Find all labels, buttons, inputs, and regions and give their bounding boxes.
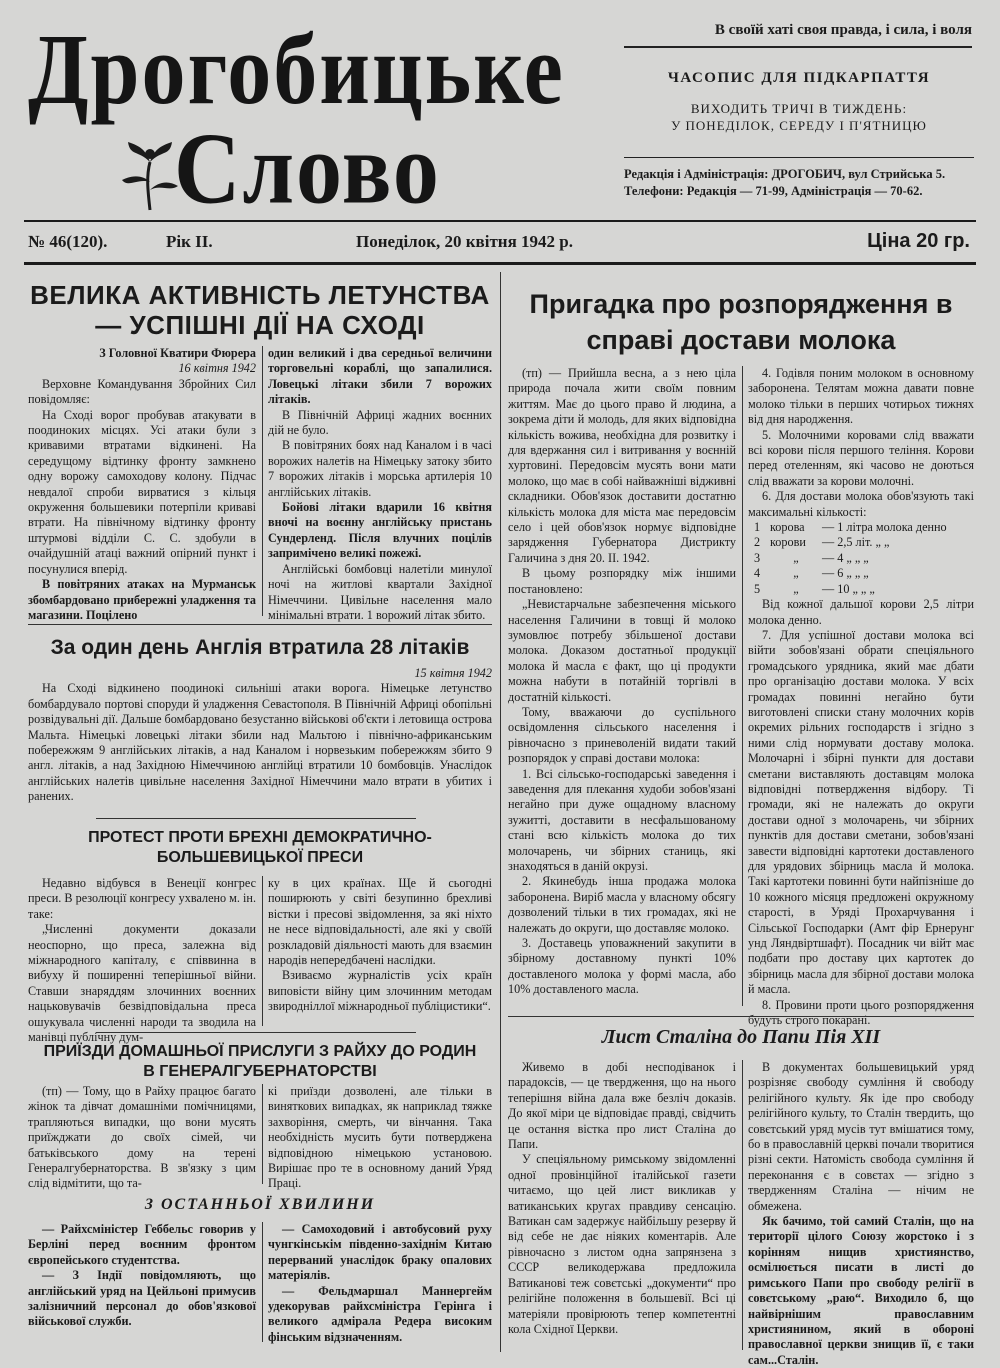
article6-headline: Пригадка про розпорядження в справі достави молока xyxy=(529,289,953,355)
article4-para: кі приїзди дозволені, але тільки в виняткових випадках, як наприклад тяжке захворіння, смерть, чи вінчання. Така необхідність мусить бути потверджена відповідною німецькою установою. Вирішає про те в основному даний Уряд Праці. xyxy=(268,1084,492,1191)
editorial-address: Редакція і Адміністрація: ДРОГОБИЧ, вул Стрийська 5. xyxy=(624,167,946,181)
article6-para: В цьому розпорядку між іншими постановлено: xyxy=(508,566,736,596)
article3-para: Взиваємо журналістів усіх країн виповісти війну цим злочинним методам звиродніллої міжнародньої публіцистики“. xyxy=(268,968,492,1014)
article6-left-column xyxy=(508,366,736,998)
article1-para: В Північній Африці жадних воєнних дій не було. xyxy=(268,407,492,438)
article6-divider xyxy=(742,366,743,1006)
article1-para: На Сході ворог пробував атакувати в поодиноких місцях. Усі атаки були з кривавими втратами відкинені. На середущому відтинку фронту замкнено одну ворожу самоходову колону. Підчас невдалої спроби вирватися з кільця окруження большевики потерпіли криваві втрати. На північному відтинку фронту штурмові відділи С. С. здобули в очайдушній атаці важний опірний пункт і посунулися вперід. xyxy=(28,407,256,576)
article6-para: 4. Годівля поним молоком в основному заборонена. Телятам можна давати повне молоко тільки в перших чотирьох тижнях від дня народження. xyxy=(748,366,974,427)
article1-para: Верховне Командування Збройних Сил повідомляє: xyxy=(28,376,256,407)
address-block xyxy=(624,166,974,200)
article7-divider xyxy=(742,1060,743,1350)
masthead-title-line1: Дрогобицьке xyxy=(28,14,565,126)
article5-headline: З ОСТАННЬОЇ ХВИЛИНИ xyxy=(144,1196,376,1213)
rule xyxy=(28,624,492,625)
article3-para: ку в цих країнах. Ще й сьогодні поширюють у світі безупинно брехливі вістки і пресові звідомлення, за які ніхто не несе відповідальності, але які у своїй розкладовій діяльності мають для взаємин народів непередбачені наслідки. xyxy=(268,876,492,968)
article6-para: 5. Молочними коровами слід вважати всі корови після першого теління. Корови перед отеленням, які часово не доються слід вважати за корови молочні. xyxy=(748,427,974,488)
issue-number: № 46(120). xyxy=(28,232,108,251)
article1-right-column xyxy=(268,346,492,623)
article1-para: В повітряних атаках на Мурманськ збомбардовано прибережні уладження та магазини. Поцілено xyxy=(28,577,256,622)
quota-row: 4 „ — 6 „ „ „ xyxy=(754,566,869,581)
article3-para: Недавно відбувся в Венеції конгрес преси. В резолюції конгресу ухвалено м. ін. таке: xyxy=(28,876,256,921)
article6-para: 1. Всі сільсько-господарські заведення і заведення для плекання худоби зобов'язані негайно при дуже ощадному власному зужитті, доставити в несфальшованому стані всю кількість молока до тих молочарень, чи збірних станиць, які знаходяться в даній окрузі. xyxy=(508,766,736,873)
article1-divider xyxy=(262,346,263,616)
article7-para: В документах большевицький уряд розрізняє свободу сумління й свободу релігійного культу. Як іде про свободу релігійного культу, то Сталін твердить, що совєтський уряд мусів тут вмішатися тому, бо в православній церкві почали творитися різні секти. Натомість свобода сумління й переконання є в совєтах — згідно з твердженням Сталіна — нічим не обмежена. xyxy=(748,1060,974,1213)
article1-dateline: З Головної Кватири Фюрера xyxy=(99,346,256,360)
article6-para: 3. Доставець уповажнений закупити в збірному доставному пункті 10% доставленого молока у формі масла, або 10% доставленого масла. xyxy=(508,936,736,997)
address-rule xyxy=(624,157,974,158)
article1-para: Англійські бомбовці налетіли минулої ночі на житлові квартали Західної Німеччини. Цивільне населення мало мінімальні втрати. 1 ворожий літак збито. xyxy=(268,561,492,622)
article7-para: Як бачимо, той самий Сталін, що на території цілого Союзу жорстоко і з корінням нищив християнство, осмілюється писати в листі до римського Папи про свободу релігії в совєтському „раю“. Виходило б, що найвірнішим православним християнином, який в обороні православної церкви знищив її, є таки сам...Сталін. xyxy=(748,1214,974,1367)
article1-para: один великий і два середньої величини торговельні кораблі, що запалилися. Ловецькі літаки збили 7 ворожих літаків. xyxy=(268,346,492,407)
article2-body xyxy=(28,666,492,805)
quota-row: 2 корови — 2,5 літ. „ „ xyxy=(754,535,890,550)
publication-schedule xyxy=(624,100,974,134)
article4-left-column xyxy=(28,1084,256,1192)
article4-divider xyxy=(262,1084,263,1184)
issue-rule xyxy=(24,262,976,265)
article1-date: 16 квітня 1942 xyxy=(178,361,256,376)
article6-para: Тому, вважаючи до суспільного освідомлення сільського населення і рівночасно з приневоленій видати такий розпорядок у справі достави молока: xyxy=(508,704,736,766)
article2-headline: За один день Англія втратила 28 літаків xyxy=(50,636,470,659)
article7-right-column xyxy=(748,1060,974,1368)
article3-divider xyxy=(262,876,263,1026)
article1-left-column xyxy=(28,346,256,623)
article6-para: 8. Провини проти цього розпорядження будуть строго покарані. xyxy=(748,997,974,1028)
article5-left-column xyxy=(28,1222,256,1330)
article2-date: 15 квітня 1942 xyxy=(414,666,492,680)
masthead-title-line2: Слово xyxy=(174,112,441,225)
article5-divider xyxy=(262,1222,263,1342)
quota-row: 5 „ — 10 „ „ „ xyxy=(754,581,875,596)
article1-para: Бойові літаки вдарили 16 квітня вночі на воєнну англійську пристань Сундерленд. Після влучних поцілів запримічено великі пожежі. xyxy=(268,500,492,561)
motto: В своїй хаті своя правда, і сила, і воля xyxy=(714,22,972,38)
schedule-line-1: ВИХОДИТЬ ТРИЧІ В ТИЖДЕНЬ: xyxy=(690,101,908,116)
article3-para: „Численні документи доказали неоспорно, що преса, залежна від міжнародного капіталу, є співвинна в вибуху й поширенні теперішньої війни. Ставши знаряддям злочинних воєнних нацьковувачів безвідповідальна преса ошукувала численні народи та зводила на манівці публічну дум- xyxy=(28,922,256,1045)
article3-right-column xyxy=(268,876,492,1015)
article2-para: На Сході відкинено поодинокі сильніші атаки ворога. Німецьке летунство бомбардувало портові споруди й уладження Севастополя. В Північній Африці обопільні розвідувальні дії. Дальше бомбардовано безустанно військові об'єкти і летовища острова Мальта. Німецькі ловецькі літаки збили над Мальтою і північно-африканським побережжям 9 англійських літаків, а над Каналом і норвезьким побережжям збито 9 англ. літаків, а над Західною Німеччиною англійці втратили 10 бомбовців. Унаслідок англійських налетів цивільне населення Західної Німеччини мало втрати в убитих і ранених. xyxy=(28,681,492,804)
article5-para: — З Індії повідомляють, що англійський уряд на Цейльоні примусив залізничний персонал до обов'язкової військової служби. xyxy=(28,1268,256,1329)
article6-right-column xyxy=(748,366,974,1028)
article7-left-column xyxy=(508,1060,736,1337)
motto-rule xyxy=(624,46,972,48)
article7-para: У спеціяльному римському звідомленні одної провінційної італійської газети читаємо, що цей лист викликав у ватиканських кругах правдиву сенсацію. Ватикан сам задержує найбільшу резерву й від себе не дає ніяких коментарів. Але рівночасно з листом одна запрянзена з СССР великодержава предложила Ватиканові теж совєтські „документи“ про релігійне положення в большевії. Всі ці матеріяли провірюють тепер компетентні кола Східної Церкви. xyxy=(508,1152,736,1336)
article4-right-column xyxy=(268,1084,492,1192)
article4-headline: ПРИЇЗДИ ДОМАШНЬОЇ ПРИСЛУГИ З РАЙХУ ДО РОДИН В ГЕНЕРАЛГУБЕРНАТОРСТВІ xyxy=(43,1043,477,1080)
editorial-phones: Телефони: Редакція — 71-99, Адміністрація — 70-62. xyxy=(624,184,923,198)
article4-para: (тп) — Тому, що в Райху працює багато жінок та дівчат домашніми помічницями, трапляються випадки, що вони мусять приїжджати до своїх сімей, чи батьківського дому на терені Генералгубернаторства. В зв'язку з цим слід відмітити, що та- xyxy=(28,1084,256,1191)
article1-para: В повітряних боях над Каналом і в часі ворожих налетів на Німецьку затоку збито 7 ворожих літаків і морська артилерія 10 англійських літаків. xyxy=(268,438,492,499)
article5-para: — Райхсміністер Геббельс говорив у Берліні перед воєнним фронтом європейського студентства. xyxy=(28,1222,256,1267)
schedule-line-2: У ПОНЕДІЛОК, СЕРЕДУ І П'ЯТНИЦЮ xyxy=(671,118,927,133)
article3-left-column xyxy=(28,876,256,1045)
flower-ornament-icon xyxy=(120,132,180,212)
article5-para: — Фельдмаршал Маннергейм удекорував райхсміністра Герінга і великого адмірала Редера високим фінським відзначенням. xyxy=(268,1283,492,1344)
article6-para: 7. Для успішної достави молока всі війти зобов'язані обрати спеціяльного громадського урядника, який має дбати про організацію достави молока. У всіх громадах повинні негайно бути виготовлені списки стану молочних корів окремих рільних господарств і згідно з ними слід нормувати доставу молока. Молочарні і збірні пункти для достави сметани виставляють доставцям молока відповідні потвердження відбору. Ті громади, які не належать до округи достави одної з молочарень, чи збірних пунктів для достави сметани, зобов'язані завести відповідні картотеки доставленого для урядових збірниць масла й молока. Такі картотеки повинні бути найпізніше до 10 кожного місяця предложені окружному старості, в Уряді Прохарчування і Сільської Господарки (Амт фір Ернерунг унд Ляндвіртшафт). Посадник чи війт має подбати про доставу цих картотек до збірниць масла для збірної достави молока й масла. xyxy=(748,627,974,997)
main-column-divider xyxy=(500,272,501,1352)
article6-para: (тп) — Прийшла весна, а з нею ціла природа почала жити своїм повним життям. Має до цього право й людина, а зокрема діти й молодь, для яких відповідна кількість вожива, необхідна для розвитку і для вдержання сил і витривання у воєнній хуртовині. Передовсім мусять вони мати молоко, що має в собі найважніші відживні складники. Обов'язок доставити достатню кількість молока для міста має передовсім село і цей обов'язок нормує відповідне зарядження Губернатора Дистрикту Галичина з дня 20. II. 1942. xyxy=(508,366,736,565)
article3-headline: ПРОТЕСТ ПРОТИ БРЕХНІ ДЕМОКРАТИЧНО-БОЛЬШЕВИЦЬКОЇ ПРЕСИ xyxy=(88,829,432,866)
article6-para: 6. Для достави молока обов'язують такі максимальні кількості: xyxy=(748,489,974,519)
issue-date: Понеділок, 20 квітня 1942 р. xyxy=(356,232,573,251)
issue-bar xyxy=(24,228,976,254)
quota-row: 3 „ — 4 „ „ „ xyxy=(754,550,869,565)
article5-para: — Самоходовий і автобусовий руху чунгкінськім південно-західнім Китаю перерваний унаслідок браку опалових матеріялів. xyxy=(268,1222,492,1283)
article6-para: 2. Якинебудь інша продажа молока заборонена. Виріб масла у власному обсягу дозволений тільки в тих громадах, які не належать до округи, що доставляє молоко. xyxy=(508,874,736,935)
article1-headline: ВЕЛИКА АКТИВНІСТЬ ЛЕТУНСТВА— УСПІШНІ ДІЇ НА СХОДІ xyxy=(30,280,490,340)
article6-para: Від кожної дальшої корови 2,5 літри молока денно. xyxy=(748,597,974,627)
rule xyxy=(96,1032,416,1033)
top-rule xyxy=(24,220,976,222)
quota-row: 1 корова — 1 літра молока денно xyxy=(754,520,947,535)
rule xyxy=(508,1016,974,1017)
rule xyxy=(96,818,416,819)
masthead-logo xyxy=(24,14,614,225)
quota-table xyxy=(748,520,974,597)
article7-headline: Лист Сталіна до Папи Пія XII xyxy=(601,1026,881,1048)
article5-right-column xyxy=(268,1222,492,1345)
article6-para: „Невистарчальне забезпечення міського населення Галичини в товщі й молоко зумовлює потребу збільшеної достави молока. Доказом достатньої продукції молока й масла є факт, що ці продукти можна набути в потайній торгівлі в достатній кількості. xyxy=(508,597,736,704)
issue-year: Рік II. xyxy=(166,232,213,251)
article7-para: Живемо в добі несподіванок і парадоксів, — це твердження, що на нього теперішня війна дала вже безліч доказів. До якої міри це відповідає правді, свідчить це остання вістка про лист Сталіна до Папи. xyxy=(508,1060,736,1152)
subtitle: ЧАСОПИС ДЛЯ ПІДКАРПАТТЯ xyxy=(667,70,931,86)
issue-price: Ціна 20 гр. xyxy=(867,230,970,252)
